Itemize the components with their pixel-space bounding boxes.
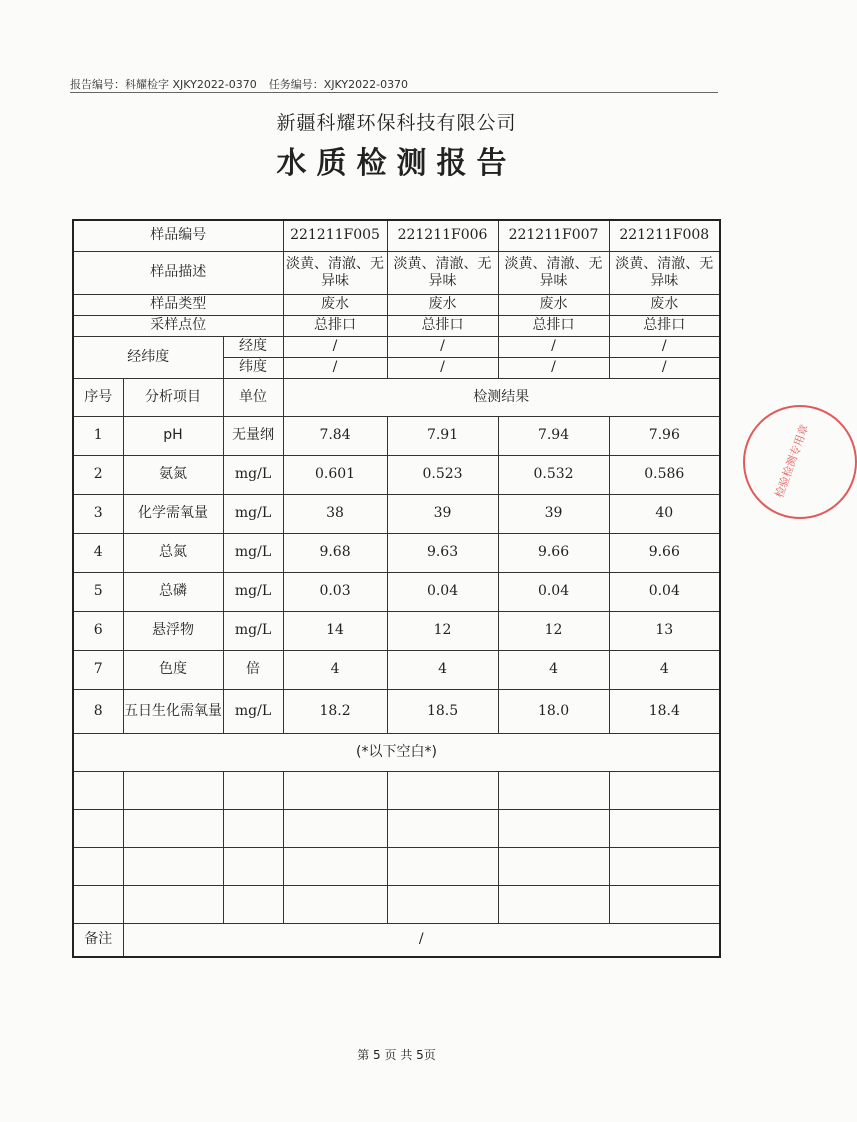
empty-row	[73, 771, 720, 809]
description-cell: 淡黄、清澈、无异味	[498, 251, 609, 294]
col-header-no: 序号	[73, 378, 123, 416]
result-cell: 38	[283, 494, 387, 533]
empty-cell	[283, 771, 387, 809]
blank-note-row	[73, 733, 720, 771]
result-row	[73, 494, 720, 533]
longitude-label: 经度	[223, 336, 283, 357]
row-number: 3	[73, 494, 123, 533]
empty-cell	[223, 847, 283, 885]
row-number: 5	[73, 572, 123, 611]
result-cell: 7.94	[498, 416, 609, 455]
unit-cell: mg/L	[223, 572, 283, 611]
sample-id-cell: 221211F008	[609, 220, 720, 251]
result-cell: 9.66	[498, 533, 609, 572]
empty-cell	[223, 809, 283, 847]
unit-cell: 倍	[223, 650, 283, 689]
description-cell: 淡黄、清澈、无异味	[609, 251, 720, 294]
empty-cell	[73, 847, 123, 885]
analysis-item: 悬浮物	[123, 611, 223, 650]
location-row	[73, 315, 720, 336]
empty-cell	[283, 847, 387, 885]
empty-cell	[498, 885, 609, 923]
result-cell: 0.04	[609, 572, 720, 611]
report-number: 报告编号：科耀检字 XJKY2022-0370	[70, 78, 257, 91]
result-cell: 18.0	[498, 689, 609, 733]
result-cell: 4	[283, 650, 387, 689]
col-header-item: 分析项目	[123, 378, 223, 416]
unit-cell: mg/L	[223, 455, 283, 494]
empty-cell	[283, 809, 387, 847]
remark-row	[73, 923, 720, 957]
latlon-label: 经纬度	[73, 336, 223, 378]
sample-id-row	[73, 220, 720, 251]
location-cell: 总排口	[609, 315, 720, 336]
empty-cell	[123, 809, 223, 847]
row-number: 8	[73, 689, 123, 733]
result-row	[73, 689, 720, 733]
row-number: 6	[73, 611, 123, 650]
type-cell: 废水	[387, 294, 498, 315]
sample-id-cell: 221211F007	[498, 220, 609, 251]
unit-cell: mg/L	[223, 533, 283, 572]
empty-cell	[73, 809, 123, 847]
location-cell: 总排口	[283, 315, 387, 336]
result-cell: 0.523	[387, 455, 498, 494]
unit-cell: 无量纲	[223, 416, 283, 455]
result-cell: 4	[609, 650, 720, 689]
result-row	[73, 650, 720, 689]
result-cell: 9.63	[387, 533, 498, 572]
column-header-row	[73, 378, 720, 416]
remark-value: /	[123, 923, 720, 957]
result-cell: 9.68	[283, 533, 387, 572]
result-cell: 40	[609, 494, 720, 533]
result-row	[73, 455, 720, 494]
result-cell: 14	[283, 611, 387, 650]
empty-cell	[609, 885, 720, 923]
report-header	[70, 76, 718, 92]
empty-cell	[123, 885, 223, 923]
latitude-cell: /	[387, 357, 498, 378]
company-name: 新疆科耀环保科技有限公司	[276, 112, 517, 134]
longitude-row	[73, 336, 720, 357]
result-cell: 0.04	[387, 572, 498, 611]
result-cell: 7.84	[283, 416, 387, 455]
latitude-label: 纬度	[223, 357, 283, 378]
result-row	[73, 611, 720, 650]
latitude-cell: /	[498, 357, 609, 378]
result-cell: 7.96	[609, 416, 720, 455]
row-number: 7	[73, 650, 123, 689]
empty-cell	[498, 847, 609, 885]
empty-cell	[387, 847, 498, 885]
type-cell: 废水	[609, 294, 720, 315]
col-header-result: 检测结果	[283, 378, 720, 416]
sample-id-label: 样品编号	[73, 220, 283, 251]
empty-cell	[123, 847, 223, 885]
empty-cell	[73, 885, 123, 923]
longitude-cell: /	[609, 336, 720, 357]
location-label: 采样点位	[73, 315, 283, 336]
longitude-cell: /	[498, 336, 609, 357]
empty-cell	[498, 809, 609, 847]
description-label: 样品描述	[73, 251, 283, 294]
result-cell: 39	[387, 494, 498, 533]
task-number: 任务编号：XJKY2022-0370	[268, 78, 409, 91]
result-cell: 0.586	[609, 455, 720, 494]
analysis-item: 化学需氧量	[123, 494, 223, 533]
result-cell: 0.04	[498, 572, 609, 611]
empty-cell	[387, 809, 498, 847]
result-cell: 4	[498, 650, 609, 689]
result-cell: 0.601	[283, 455, 387, 494]
result-row	[73, 572, 720, 611]
analysis-item: 总氮	[123, 533, 223, 572]
empty-row	[73, 847, 720, 885]
type-label: 样品类型	[73, 294, 283, 315]
type-cell: 废水	[283, 294, 387, 315]
location-cell: 总排口	[498, 315, 609, 336]
unit-cell: mg/L	[223, 611, 283, 650]
empty-cell	[387, 885, 498, 923]
unit-cell: mg/L	[223, 689, 283, 733]
empty-row	[73, 885, 720, 923]
empty-cell	[123, 771, 223, 809]
remark-label: 备注	[73, 923, 123, 957]
description-row	[73, 251, 720, 294]
latitude-cell: /	[609, 357, 720, 378]
blank-note: (*以下空白*)	[73, 733, 720, 771]
sample-id-cell: 221211F006	[387, 220, 498, 251]
col-header-unit: 单位	[223, 378, 283, 416]
empty-cell	[609, 809, 720, 847]
header-divider	[70, 92, 718, 93]
result-cell: 7.91	[387, 416, 498, 455]
type-row	[73, 294, 720, 315]
analysis-item: 总磷	[123, 572, 223, 611]
result-cell: 18.5	[387, 689, 498, 733]
latitude-cell: /	[283, 357, 387, 378]
row-number: 2	[73, 455, 123, 494]
longitude-cell: /	[283, 336, 387, 357]
description-cell: 淡黄、清澈、无异味	[283, 251, 387, 294]
row-number: 4	[73, 533, 123, 572]
analysis-item: 色度	[123, 650, 223, 689]
empty-cell	[609, 847, 720, 885]
row-number: 1	[73, 416, 123, 455]
type-cell: 废水	[498, 294, 609, 315]
result-cell: 13	[609, 611, 720, 650]
company-seal: 检验检测专用章	[743, 405, 857, 519]
result-row	[73, 533, 720, 572]
analysis-item: 五日生化需氧量	[123, 689, 223, 733]
result-cell: 4	[387, 650, 498, 689]
empty-cell	[498, 771, 609, 809]
unit-cell: mg/L	[223, 494, 283, 533]
location-cell: 总排口	[387, 315, 498, 336]
empty-cell	[223, 771, 283, 809]
result-row	[73, 416, 720, 455]
sample-id-cell: 221211F005	[283, 220, 387, 251]
result-cell: 12	[498, 611, 609, 650]
result-cell: 39	[498, 494, 609, 533]
result-cell: 0.03	[283, 572, 387, 611]
result-cell: 0.532	[498, 455, 609, 494]
report-title: 水质检测报告	[276, 146, 517, 181]
result-cell: 9.66	[609, 533, 720, 572]
empty-row	[73, 809, 720, 847]
analysis-item: 氨氮	[123, 455, 223, 494]
longitude-cell: /	[387, 336, 498, 357]
empty-cell	[223, 885, 283, 923]
empty-cell	[387, 771, 498, 809]
result-cell: 18.2	[283, 689, 387, 733]
empty-cell	[609, 771, 720, 809]
empty-cell	[283, 885, 387, 923]
description-cell: 淡黄、清澈、无异味	[387, 251, 498, 294]
page-number: 第 5 页 共 5页	[357, 1048, 436, 1062]
result-cell: 18.4	[609, 689, 720, 733]
water-quality-table	[72, 219, 721, 958]
empty-cell	[73, 771, 123, 809]
result-cell: 12	[387, 611, 498, 650]
analysis-item: pH	[123, 416, 223, 455]
